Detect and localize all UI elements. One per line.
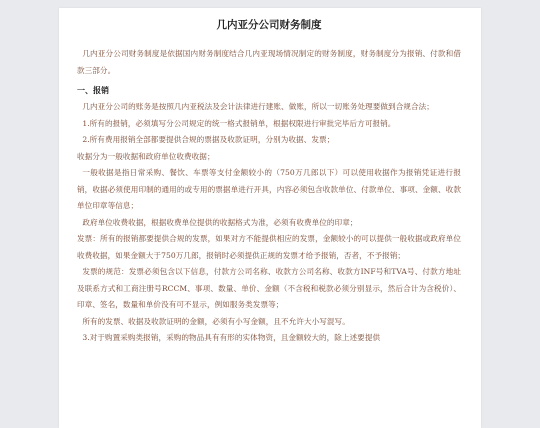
section-heading-reimbursement: 一、报销 (77, 85, 109, 95)
document-page (59, 8, 481, 428)
paragraph-invoice: 发票：所有的报销都要提供合规的发票，如果对方不能提供相应的发票，金额较小的可以提供一般收据或政府单位收费收据，如果金额大于750万几郎，报销时必须提供正规的发票才给予报销，否者，不予报销； (77, 234, 461, 260)
paragraph-compliance: 几内亚分公司的账务是按照几内亚税法及会计法律进行建账、做账，所以一切账务处理要做到合规合法； (82, 102, 434, 111)
paragraph-rule-1: 1.所有的报销，必须填写分公司规定的统一格式报销单，根据权限进行审批完毕后方可报销。 (82, 118, 396, 128)
paragraph-invoice-standard: 发票的规范：发票必须包含以下信息，付款方公司名称、收款方公司名称、收款方INF号和TVA号、付款方地址及联系方式和工商注册号RCCM、事项、数量、单价、金额（不含税和税款必须分别显示，然后合计为含税价）、印章、签名，数量和单价没有可不显示，例如服务类发票等； (77, 267, 461, 309)
document-content (59, 18, 481, 347)
intro-paragraph: 几内亚分公司财务制度是依据国内财务制度结合几内亚现场情况制定的财务制度，财务制度分为报销、付款和借款三部分。 (77, 49, 461, 75)
paragraph-rule-2: 2.所有费用报销全部都要提供合规的票据及收款证明，分别为收据、发票； (82, 135, 335, 144)
paragraph-general-receipt: 一般收据是指日常采购、餐饮、车票等支付金额较小的（750万几郎以下）可以使用收据作为报销凭证进行报销，收据必须使用印制的通用的或专用的票据单进行开具，内容必须包含收款单位、付款单位、事项、金额、收款单位印章等信息； (77, 168, 461, 210)
paragraph-amount-rule: 所有的发票、收据及收款证明的金额，必须有小写金额，且不允许大小写混写。 (82, 316, 350, 326)
document-title: 几内亚分公司财务制度 (216, 19, 322, 31)
paragraph-rule-3: 3.对于购置采购类报销，采购的物品具有有形的实体物资，且金额较大的，除上述要提供 (82, 333, 381, 342)
paragraph-receipt-types: 收据分为一般收据和政府单位收费收据； (77, 151, 215, 161)
paragraph-government-receipt: 政府单位收费收据，根据收费单位提供的收据格式为准，必须有收费单位的印章； (82, 217, 358, 227)
